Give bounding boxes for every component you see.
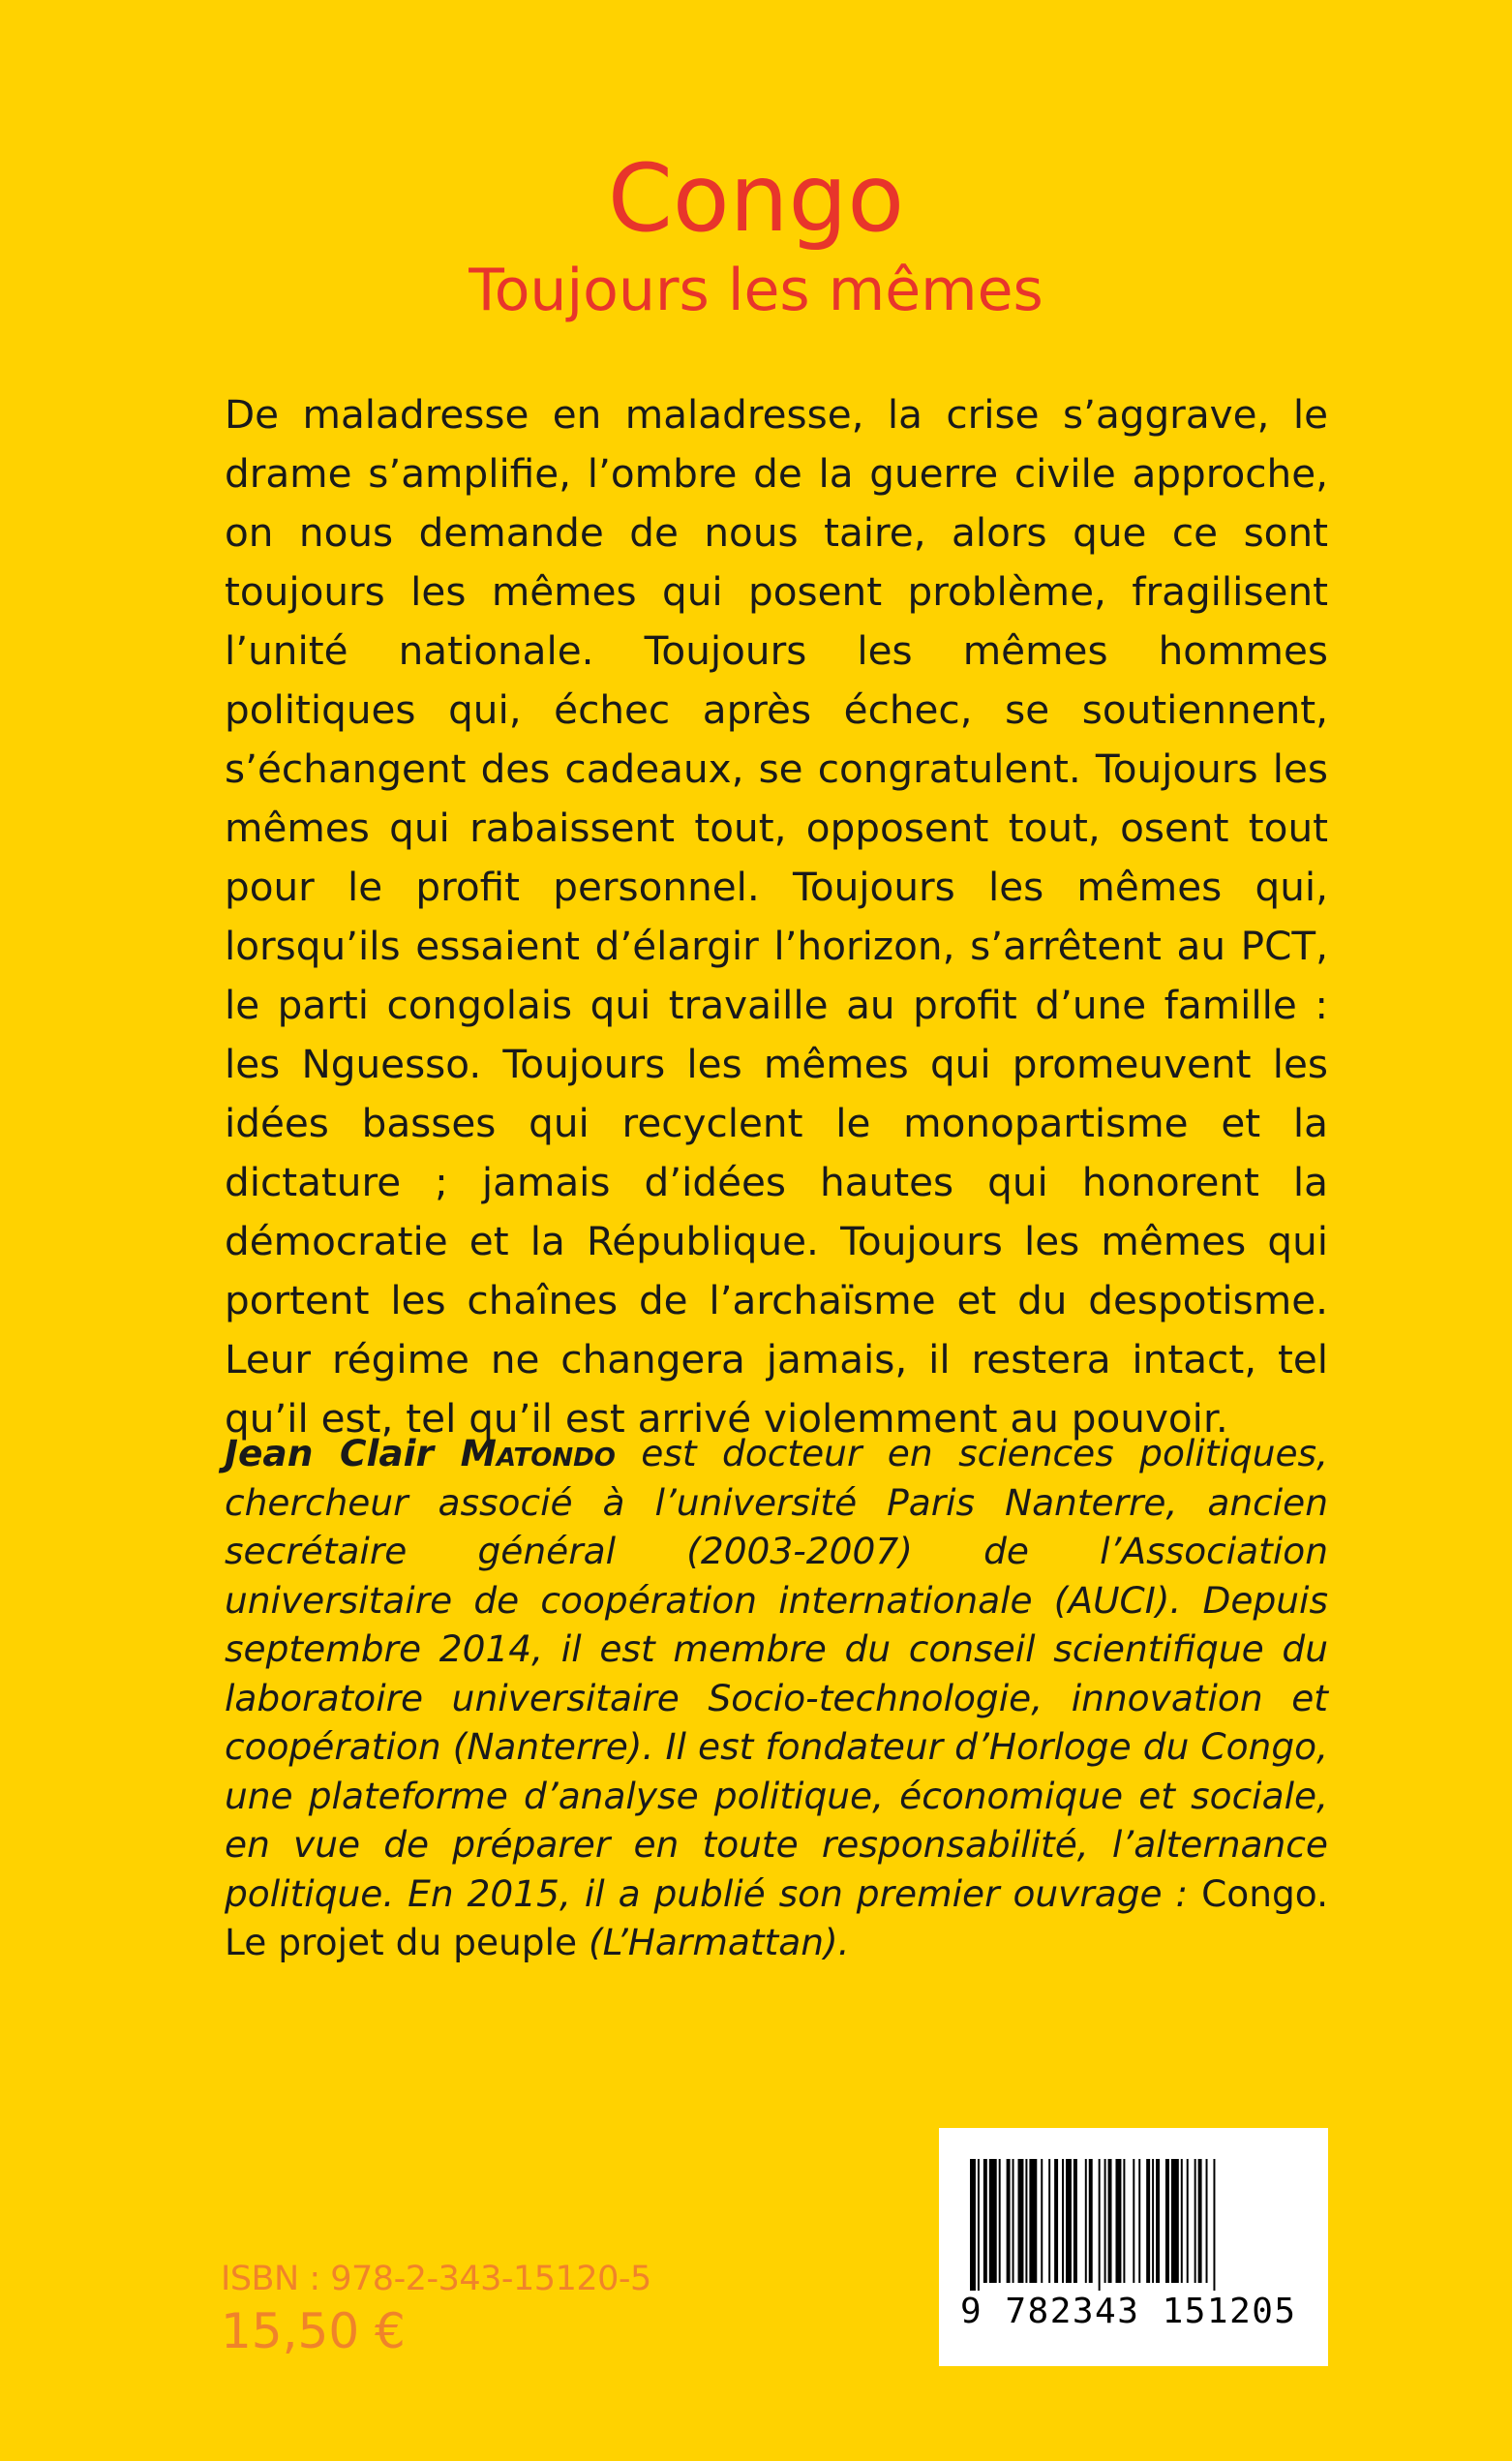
barcode-bar: [1062, 2159, 1064, 2283]
barcode-bar: [1198, 2159, 1202, 2283]
barcode-bar: [1066, 2159, 1072, 2283]
barcode-bar: [978, 2159, 980, 2291]
barcode-icon: [968, 2159, 1299, 2291]
price-label: 15,50 €: [221, 2303, 406, 2359]
barcode-bar: [1206, 2159, 1208, 2283]
author-last-name: Matondo: [460, 1432, 616, 1474]
barcode-bar: [1115, 2159, 1121, 2283]
book-title: Congo: [607, 144, 905, 253]
barcode-box: [939, 2128, 1328, 2366]
barcode-bar: [970, 2159, 976, 2291]
barcode-bar: [1007, 2159, 1011, 2283]
barcode-bar: [1054, 2159, 1058, 2283]
barcode-bar: [1025, 2159, 1027, 2283]
barcode-bar: [1138, 2159, 1140, 2283]
barcode-bar: [1194, 2159, 1196, 2283]
barcode-bar: [1104, 2159, 1106, 2283]
barcode-bar: [1029, 2159, 1037, 2283]
barcode-bar: [1123, 2159, 1125, 2283]
barcode-bar: [989, 2159, 997, 2283]
barcode-bar: [1146, 2159, 1150, 2283]
barcode-bar: [1108, 2159, 1112, 2283]
title-block: [0, 145, 1512, 329]
author-first-name: Jean Clair: [225, 1432, 461, 1474]
barcode-bar: [1156, 2159, 1160, 2283]
barcode-bar: [1048, 2159, 1050, 2283]
barcode-bar: [1165, 2159, 1169, 2283]
barcode-bar: [999, 2159, 1001, 2283]
author-bio: [225, 1429, 1328, 1967]
barcode-bar: [1171, 2159, 1179, 2283]
barcode-bar: [1018, 2159, 1024, 2283]
publisher-note: (L’Harmattan).: [577, 1921, 850, 1963]
barcode-bar: [1013, 2159, 1014, 2283]
barcode-bar: [1099, 2159, 1101, 2291]
barcode-bar: [1133, 2159, 1134, 2283]
barcode-bar: [1089, 2159, 1093, 2283]
barcode-bar: [1187, 2159, 1189, 2283]
barcode-bar: [983, 2159, 987, 2283]
previous-book-title: Congo. Le projet du peuple: [225, 1871, 1328, 1963]
book-subtitle: Toujours les mêmes: [469, 257, 1043, 324]
barcode-bar: [1213, 2159, 1215, 2291]
blurb-paragraph: De maladresse en maladresse, la crise s’aggrave, le drame s’amplifie, l’ombre de la guerre civile approche, on nous demande de nous taire, alors que ce sont toujours les mêmes qui posent problème, fragilisent l’unité nationale. Toujours les mêmes hommes politiques qui, échec après échec, se soutiennent, s’échangent des cadeaux, se congratulent. Toujours les mêmes qui rabaissent tout, opposent tout, osent tout pour le profit personnel. Toujours les mêmes qui, lorsqu’ils essaient d’élargir l’horizon, s’arrêtent au PCT, le parti congolais qui travaille au profit d’une famille : les Nguesso. Toujours les mêmes qui promeuvent les idées basses qui recyclent le monopartisme et la dictature ; jamais d’idées hautes qui honorent la démocratie et la République. Toujours les mêmes qui portent les chaînes de l’archaïsme et du despotisme. Leur régime ne changera jamais, il restera intact, tel qu’il est, tel qu’il est arrivé violemment au pouvoir.: [225, 391, 1328, 1442]
barcode-bar: [1085, 2159, 1087, 2283]
barcode-digits: 9 782343 151205: [960, 2292, 1297, 2331]
isbn-label: ISBN : 978-2-343-15120-5: [221, 2260, 651, 2298]
barcode-bar: [1074, 2159, 1077, 2283]
bio-text: est docteur en sciences politiques, chercheur associé à l’université Paris Nanterre, ancien secrétaire général (2003-2007) de l’Association universitaire de coopération internationale (AUCI). Depuis septembre 2014, il est membre du conseil scientifique du laboratoire universitaire Socio-technologie, innovation et coopération (Nanterre). Il est fondateur d’Horloge du Congo, une plateforme d’analyse politique, économique et sociale, en vue de préparer en toute responsabilité, l’alternance politique. En 2015, il a publié son premier ouvrage :: [225, 1432, 1328, 1915]
barcode-bar: [1041, 2159, 1043, 2283]
barcode-bar: [1152, 2159, 1154, 2283]
barcode-bar: [1181, 2159, 1183, 2283]
